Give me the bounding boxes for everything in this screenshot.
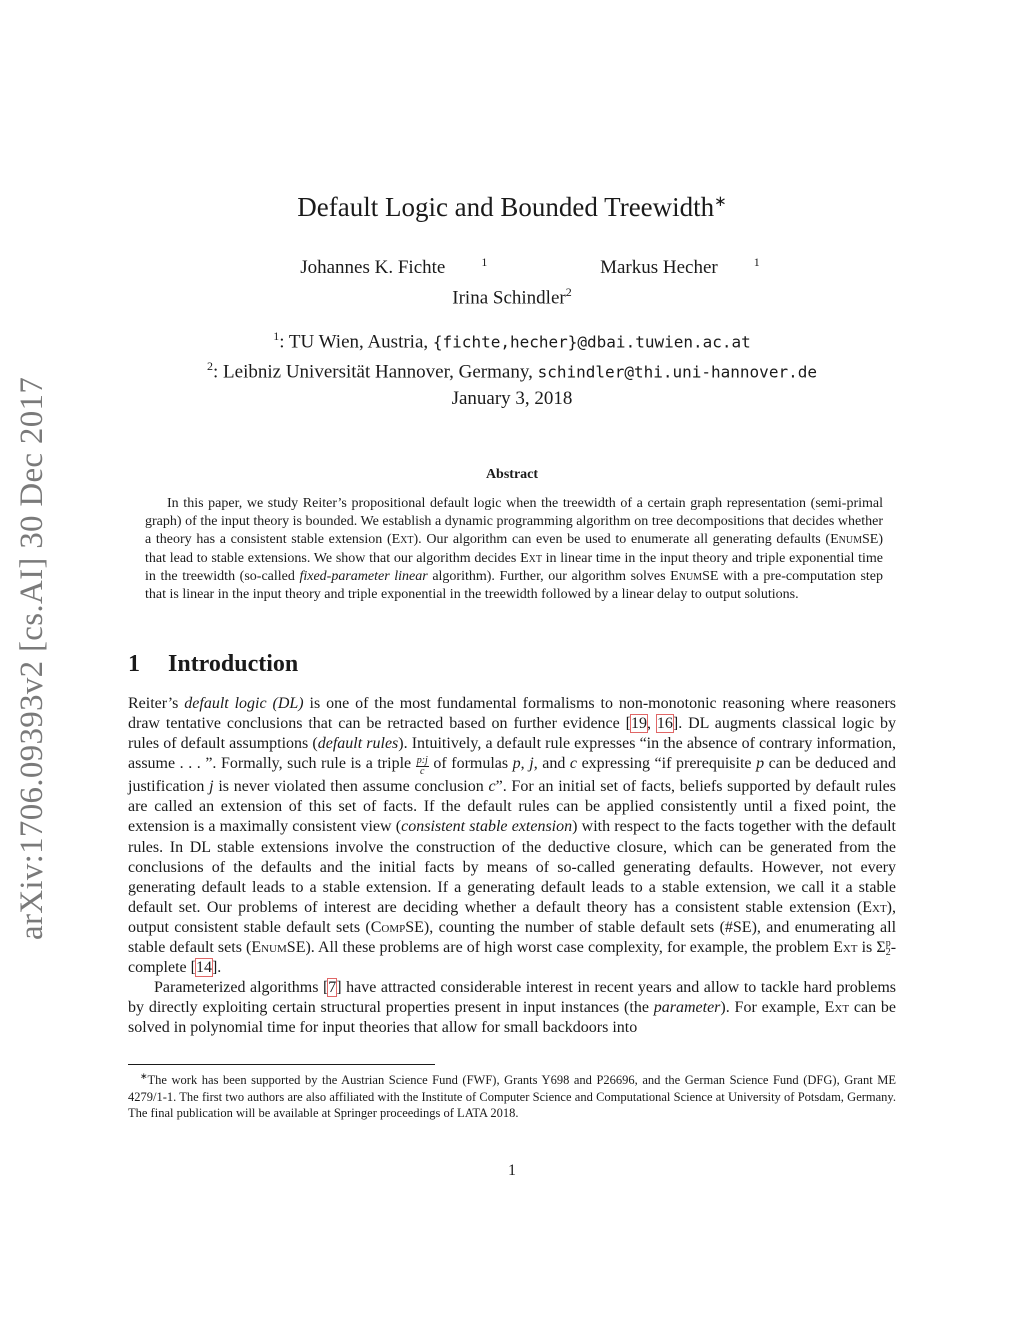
citation-link[interactable]: 14 [195,959,212,977]
citation-link[interactable]: 19 [630,715,647,733]
affiliations [0,324,1024,385]
author: Johannes K. Fichte $^1$ [300,255,488,279]
email-link[interactable]: {fichte,hecher}@dbai.tuwien.ac.at [432,332,751,352]
paragraph: Reiter’s default logic (DL) is one of the most fundamental formalisms to non-monotonic reasoning where reasoners draw tentative conclusions that can be retracted based on further evidence [19, 16]. DL augments classical logic by rules of default assumptions (default rules). Intuitively, a default rule expresses “in the absence of contrary information, assume . . . ”. Formally, such rule is a triple $\frac{p:j}{c}$ of formulas p, j, and c expressing “if prerequisite p can be deduced and justification j is never violated then assume conclusion c”. For an initial set of facts, beliefs supported by default rules are called an extension of this set of facts. If the default rules can be applied consistently until a fixed point, the extension is a maximally consistent view (consistent stable extension) with respect to the facts together with the default rules. In DL stable extensions involve the construction of the deductive closure, which can be generated from the conclusions of the defaults and the initial facts by means of so-called generating defaults. However, not every generating default leads to a stable extension. If a generating default leads to a stable extension, we call it a stable default set. Our problems of interest are deciding whether a default theory has a consistent stable extension (Ext), output consistent stable default sets (CompSE), counting the number of stable default sets (#SE), and enumerating all stable default sets (EnumSE). All these problems are of high worst case complexity, for example, the problem Ext is Σ p 2 -complete [14]. [128,695,897,977]
author-list [0,250,1024,311]
paragraph: Parameterized algorithms [7] have attracted considerable interest in recent years and allow to tackle hard problems by directly exploiting certain structural properties present in input instances (the parameter). For example, Ext can be solved in polynomial time for input theories that allow for small backdoors into [128,979,897,1037]
section-heading: 1 Introduction [128,651,299,677]
publication-date: January 3, 2018 [451,388,573,409]
author: Irina Schindler$^2$ [452,285,572,309]
author: Markus Hecher $^1$ [600,255,760,279]
body-text [128,694,896,1039]
abstract-body: In this paper, we study Reiter’s propositional default logic when the treewidth of a certain graph representation (semi-primal graph) of the input theory is bounded. We establish a dynamic programming algorithm on tree decompositions that decides whether a theory has a consistent stable extension (Ext). Our algorithm can even be used to enumerate all generating defaults (EnumSE) that lead to stable extensions. We show that our algorithm decides Ext in linear time in the input theory and triple exponential time in the treewidth (so-called fixed-parameter linear algorithm). Further, our algorithm solves EnumSE with a pre-computation step that is linear in the input theory and triple exponential in the treewidth followed by a linear delay to output solutions. [145,496,883,603]
paper-title: Default Logic and Bounded Treewidth∗ [297,192,727,222]
footnote-divider [128,1064,435,1065]
page-number: 1 [508,1162,516,1179]
arxiv-identifier[interactable]: arXiv:1706.09393v2 [cs.AI] 30 Dec 2017 [14,376,50,940]
affiliation: $^1$: TU Wien, Austria, {fichte,hecher}@dbai.tuwien.ac.at [273,329,751,353]
email-link[interactable]: schindler@thi.uni-hannover.de [537,362,817,382]
abstract-heading: Abstract [485,467,539,482]
affiliation: $^2$: Leibniz Universität Hannover, Germany, schindler@thi.uni-hannover.de [207,359,817,383]
citation-link[interactable]: 7 [328,979,337,997]
title-footnote-mark[interactable]: ∗ [714,194,727,210]
default-rule-fraction: $\frac{p:j}{c}$ [416,755,428,778]
footnote: ∗The work has been supported by the Austrian Science Fund (FWF), Grants Y698 and P26696, and the German Science Fund (DFG), Grant ME 4279/1-1. The first two authors are also affiliated with the Institute of Computer Science and Computational Science at University of Potsdam, Germany. The final publication will be available at Springer proceedings of LATA 2018. [128,1071,896,1120]
citation-link[interactable]: 16 [656,715,673,733]
